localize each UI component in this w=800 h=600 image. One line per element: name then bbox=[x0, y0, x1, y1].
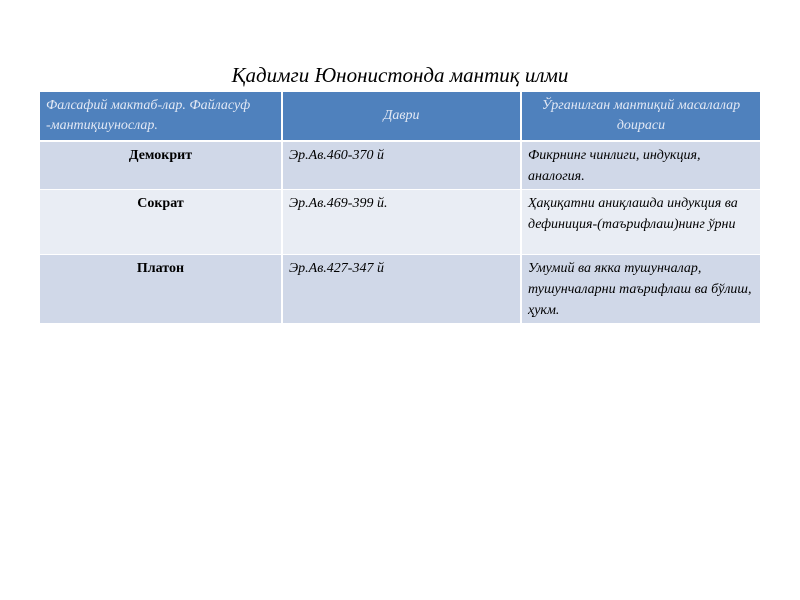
header-philosophers: Фалсафий мактаб-лар. Файласуф -мантиқшунослар. bbox=[40, 92, 282, 141]
period-cell: Эр.Ав.427-347 й bbox=[282, 255, 521, 324]
philosopher-name: Платон bbox=[40, 255, 282, 324]
slide-title: Қадимги Юнонистонда мантиқ илми bbox=[231, 63, 569, 87]
table-row bbox=[40, 190, 760, 255]
topics-cell: Умумий ва якка тушунчалар, тушунчаларни таърифлаш ва бўлиш, ҳукм. bbox=[521, 255, 760, 324]
logic-history-table bbox=[40, 92, 760, 324]
topics-cell: Ҳақиқатни аниқлашда индукция ва дефиниция-(таърифлаш)нинг ўрни bbox=[521, 190, 760, 255]
table-header-row bbox=[40, 92, 760, 141]
period-cell: Эр.Ав.469-399 й. bbox=[282, 190, 521, 255]
header-period: Даври bbox=[282, 92, 521, 141]
data-table bbox=[40, 92, 760, 324]
period-cell: Эр.Ав.460-370 й bbox=[282, 141, 521, 190]
header-topics: Ўрганилган мантиқий масалалар доираси bbox=[521, 92, 760, 141]
table-row bbox=[40, 255, 760, 324]
topics-cell: Фикрнинг чинлиги, индукция, аналогия. bbox=[521, 141, 760, 190]
philosopher-name: Демокрит bbox=[40, 141, 282, 190]
philosopher-name: Сократ bbox=[40, 190, 282, 255]
table-row bbox=[40, 141, 760, 190]
